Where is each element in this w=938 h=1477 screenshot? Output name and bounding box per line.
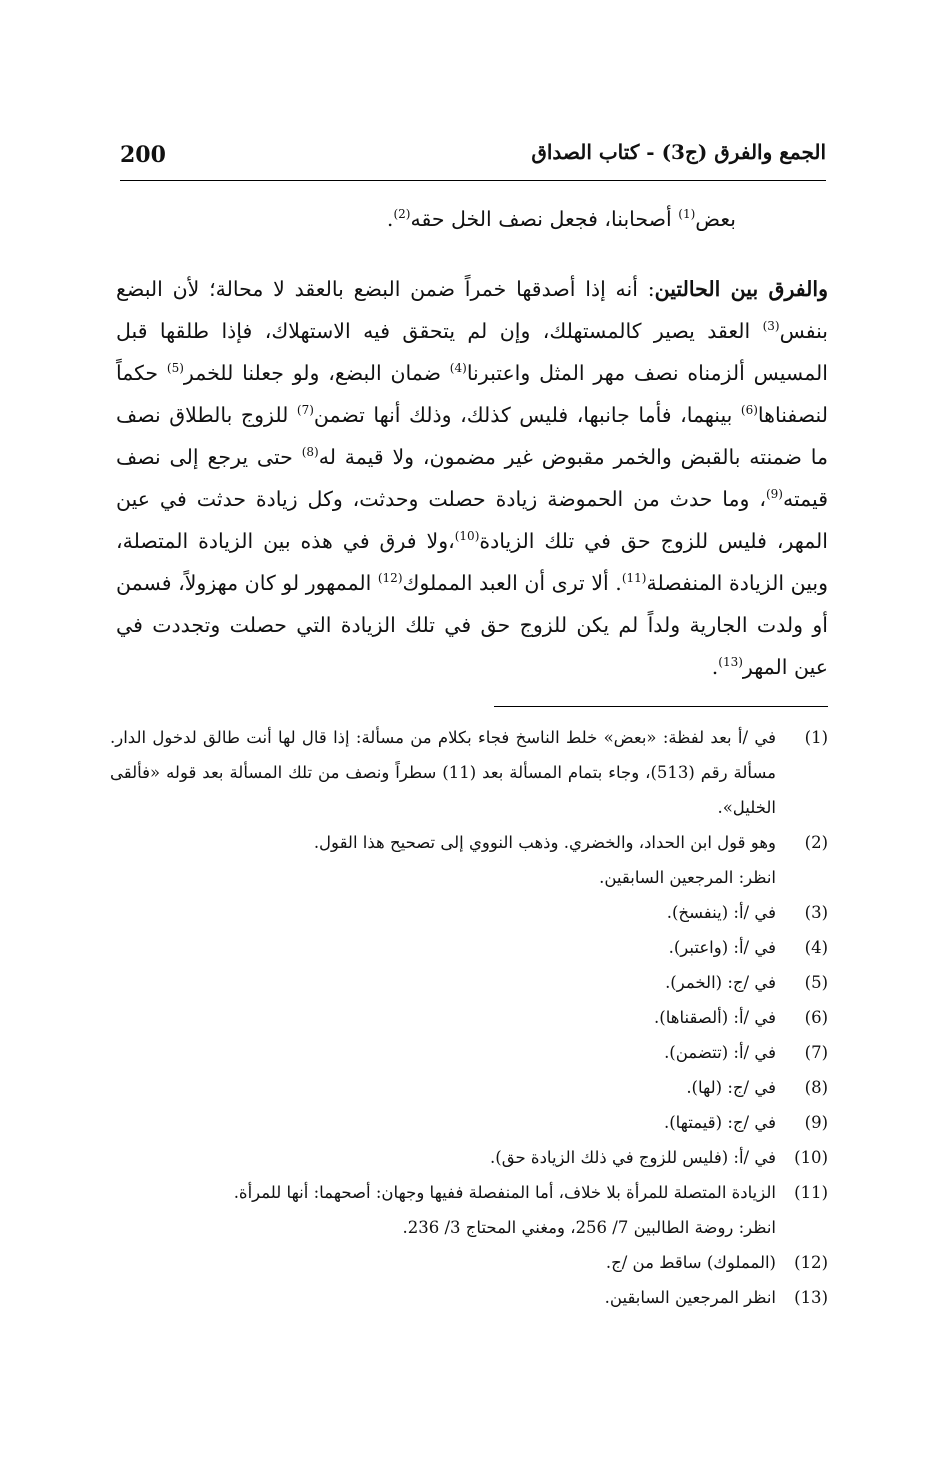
footnote-text-continued: انظر: روضة الطالبين 7/ 256، ومغني المحتاج 3/ 236. [402,1218,776,1237]
text-run: ضمان البضع، ولو جعلنا للخمر [183,361,450,385]
footnote-8 [110,1070,828,1105]
footnote-ref: (5) [166,361,184,376]
running-title: الجمع والفرق (ج3) - كتاب الصداق [531,140,826,164]
text-run: للزوج بالطلاق نصف ما ضمنته بالقبض والخمر مقبوض غير مضمون، ولا قيمة له [116,403,829,469]
footnote-13 [110,1280,828,1315]
footnote-ref: (4) [449,361,467,376]
footnote-3 [110,895,828,930]
footnote-ref: (1) [678,207,696,222]
footnote-5 [110,965,828,1000]
page-header [120,140,826,181]
footnote-ref: (2) [393,207,411,222]
footnote-number: (11) [794,1183,828,1202]
footnote-4 [110,930,828,965]
text-run: حتى يرجع إلى نصف قيمته [116,445,828,511]
footnote-number: (13) [794,1288,828,1307]
footnote-ref: (11) [621,571,647,586]
text-run: ، وما حدث من الحموضة زيادة حصلت وحدثت، وكل زيادة حدثت في عين المهر، فليس للزوج حق في تلك الزيادة [116,487,828,553]
text-run: أصحابنا، فجعل نصف الخل حقه [410,207,679,231]
footnote-text: في /أ: (واعتبر). [668,938,776,957]
footnote-ref: (12) [377,571,403,586]
footnote-6 [110,1000,828,1035]
footnote-10 [110,1140,828,1175]
footnote-ref: (3) [762,319,780,334]
footnote-text: في /ج: (قيمتها). [663,1113,776,1132]
footnote-text: في /ج: (لها). [686,1078,776,1097]
text-run: العقد يصير كالمستهلك، وإن لم يتحقق فيه الاستهلاك، فإذا طلقها قبل المسيس ألزمناه نصف مهر المثل واعتبرنا [116,319,828,385]
footnote-ref: (13) [718,655,743,670]
footnote-number: (9) [804,1113,828,1132]
footnotes [110,720,828,1315]
text-run: بينهما، فأما جانبها، فليس كذلك، وذلك أنها تضمن [313,403,741,427]
footnote-text: في /ج: (الخمر). [665,973,776,992]
text-run: . ألا ترى أن العبد المملوك [402,571,622,595]
text-run: حكماً لنصفناها [116,361,828,427]
main-text [116,198,828,688]
footnote-number: (12) [794,1253,828,1272]
footnote-ref: (6) [740,403,758,418]
text-run: ،ولا فرق في هذه بين الزيادة المتصلة، وبين الزيادة المنفصلة [116,529,828,595]
footnote-11 [110,1175,828,1245]
footnote-text: في /أ بعد لفظة: «بعض» خلط الناسخ فجاء بكلام من مسألة: إذا قال لها أنت طالق لدخول الدار. مسألة رقم (513)، وجاء بتمام المسألة بعد (11) سطراً ونصف من تلك المسألة بعد قوله «فألقى الخليل». [110,728,776,817]
footnote-9 [110,1105,828,1140]
text-run: . [386,207,394,231]
footnote-2 [110,825,828,895]
page-number: 200 [120,142,166,168]
footnote-text: انظر المرجعين السابقين. [604,1288,776,1307]
footnote-number: (5) [804,973,828,992]
footnote-12 [110,1245,828,1280]
footnote-separator [494,706,828,707]
text-run: . [711,655,719,679]
paragraph-1 [116,198,828,240]
footnote-text: في /أ: (تتضمن). [664,1043,776,1062]
footnote-text: (المملوك) ساقط من /ج. [605,1253,776,1272]
footnote-text: في /أ: (ألصقناها). [654,1008,776,1027]
footnote-7 [110,1035,828,1070]
footnote-1 [110,720,828,825]
footnote-number: (2) [804,833,828,852]
paragraph-2 [116,268,828,688]
footnote-text: وهو قول ابن الحداد، والخضري. وذهب النووي إلى تصحيح هذا القول. [313,833,776,852]
footnote-ref: (7) [296,403,314,418]
footnote-ref: (10) [454,529,480,544]
footnote-number: (3) [804,903,828,922]
text-run: بعض [695,207,736,231]
footnote-ref: (8) [301,445,319,460]
paragraph-lead: والفرق بين الحالتين [654,277,828,301]
footnote-number: (7) [804,1043,828,1062]
footnote-text: في /أ: (ينفسخ). [666,903,776,922]
footnote-number: (8) [804,1078,828,1097]
text-run: الممهور لو كان مهزولاً، فسمن أو ولدت الجارية ولداً لم يكن للزوج حق في تلك الزيادة التي حصلت وتجددت في عين المهر [116,571,828,679]
text-run: : أنه إذا أصدقها خمراً ضمن البضع بالعقد لا محالة؛ لأن البضع بنفس [116,277,828,343]
footnote-number: (4) [804,938,828,957]
footnote-text-continued: انظر: المرجعين السابقين. [599,868,776,887]
footnote-text: الزيادة المتصلة للمرأة بلا خلاف، أما المنفصلة ففيها وجهان: أصحهما: أنها للمرأة. [233,1183,776,1202]
footnote-number: (10) [794,1148,828,1167]
footnote-number: (6) [804,1008,828,1027]
footnote-number: (1) [804,728,828,747]
footnote-ref: (9) [765,487,783,502]
footnote-text: في /أ: (فليس للزوج في ذلك الزيادة حق). [490,1148,776,1167]
